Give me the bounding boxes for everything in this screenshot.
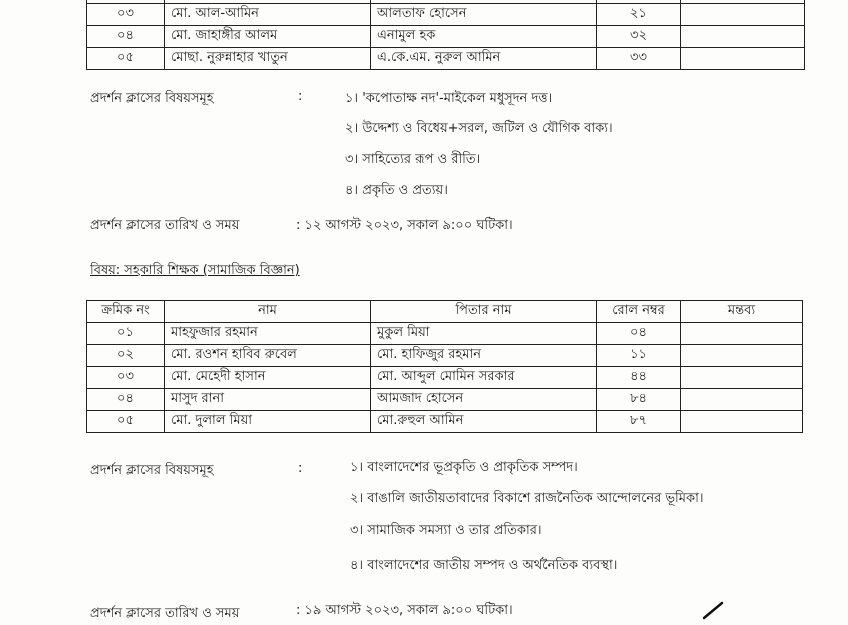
table-row	[87, 4, 805, 26]
serial-cell: ০৪	[87, 26, 165, 48]
header-father-name: পিতার নাম	[371, 301, 597, 323]
name-cell: মো. জাহাঙ্গীর আলম	[165, 26, 371, 48]
serial-cell: ০৫	[87, 411, 165, 433]
roll-cell: ২১	[597, 4, 681, 26]
roll-cell: ৩৩	[597, 48, 681, 70]
topic-item: ৩। সামাজিক সমস্যা ও তার প্রতিকার।	[350, 523, 542, 538]
name-cell: মো. রওশন হাবিব রুবেল	[165, 345, 371, 367]
roll-cell: ৪৪	[597, 367, 681, 389]
topic-item: ১। বাংলাদেশের ভূপ্রকৃতি ও প্রাকৃতিক সম্পদ।	[350, 460, 578, 475]
topic-item: ৪। প্রকৃতি ও প্রত্যয়।	[345, 183, 448, 198]
topics-colon: :	[298, 89, 303, 104]
remark-cell	[681, 323, 803, 345]
subject-heading: বিষয়: সহকারি শিক্ষক (সামাজিক বিজ্ঞান)	[90, 263, 300, 278]
remark-cell	[681, 4, 805, 26]
header-serial: ক্রমিক নং	[87, 301, 165, 323]
father-name-cell: মো. হাফিজুর রহমান	[371, 345, 597, 367]
name-cell: মোছা. নুরুন্নাহার খাতুন	[165, 48, 371, 70]
topic-item: ১। 'কপোতাক্ষ নদ'-মাইকেল মধুসূদন দত্ত।	[345, 91, 553, 106]
roll-cell: ৮৪	[597, 389, 681, 411]
roll-cell: ৩২	[597, 26, 681, 48]
topics-colon: :	[298, 461, 303, 476]
roll-cell: ১১	[597, 345, 681, 367]
header-remark: মন্তব্য	[681, 301, 803, 323]
table-row	[87, 389, 803, 411]
topic-item: ২। উদ্দেশ্য ও বিধেয়+সরল, জটিল ও যৌগিক বাক্য।	[345, 121, 613, 136]
table-row	[87, 323, 803, 345]
header-name: নাম	[165, 301, 371, 323]
serial-cell: ০৪	[87, 389, 165, 411]
father-name-cell: এনামুল হক	[371, 26, 597, 48]
name-cell: মো. আল-আমিন	[165, 4, 371, 26]
date-value: : ১২ আগস্ট ২০২৩, সকাল ৯:০০ ঘটিকা।	[296, 218, 513, 233]
father-name-cell: আমজাদ হোসেন	[371, 389, 597, 411]
topics-label: প্রদর্শন ক্লাসের বিষয়সমূহ	[90, 91, 214, 106]
remark-cell	[681, 26, 805, 48]
table-row	[87, 411, 803, 433]
header-roll: রোল নম্বর	[597, 301, 681, 323]
serial-cell: ০২	[87, 345, 165, 367]
roll-cell: ৮৭	[597, 411, 681, 433]
name-cell: মাহফুজার রহমান	[165, 323, 371, 345]
remark-cell	[681, 389, 803, 411]
remark-cell	[681, 48, 805, 70]
table-header-row	[87, 301, 803, 323]
father-name-cell: মুকুল মিয়া	[371, 323, 597, 345]
remark-cell	[681, 367, 803, 389]
candidates-table-bangla	[86, 0, 805, 70]
topics-label: প্রদর্শন ক্লাসের বিষয়সমূহ	[90, 463, 214, 478]
remark-cell	[681, 345, 803, 367]
date-value: : ১৯ আগস্ট ২০২৩, সকাল ৯:০০ ঘটিকা।	[296, 603, 513, 618]
topic-item: ৪। বাংলাদেশের জাতীয় সম্পদ ও অর্থনৈতিক ব্যবস্থা।	[350, 558, 618, 573]
candidates-table-social-science	[86, 300, 803, 433]
pen-mark-icon	[700, 600, 726, 620]
roll-cell: ০৪	[597, 323, 681, 345]
serial-cell: ০৩	[87, 367, 165, 389]
name-cell: মাসুদ রানা	[165, 389, 371, 411]
date-label: প্রদর্শন ক্লাসের তারিখ ও সময়	[90, 606, 240, 621]
date-label: প্রদর্শন ক্লাসের তারিখ ও সময়	[90, 218, 240, 233]
name-cell: মো. দুলাল মিয়া	[165, 411, 371, 433]
serial-cell: ০১	[87, 323, 165, 345]
topic-item: ২। বাঙালি জাতীয়তাবাদের বিকাশে রাজনৈতিক আন্দোলনের ভূমিকা।	[350, 491, 704, 506]
father-name-cell: মো. আব্দুল মোমিন সরকার	[371, 367, 597, 389]
serial-cell: ০৫	[87, 48, 165, 70]
serial-cell: ০৩	[87, 4, 165, 26]
father-name-cell: আলতাফ হোসেন	[371, 4, 597, 26]
table-row	[87, 367, 803, 389]
remark-cell	[681, 411, 803, 433]
topic-item: ৩। সাহিত্যের রূপ ও রীতি।	[345, 152, 481, 167]
table-row	[87, 345, 803, 367]
table-row	[87, 26, 805, 48]
father-name-cell: মো.রুহুল আমিন	[371, 411, 597, 433]
table-row	[87, 48, 805, 70]
name-cell: মো. মেহেদী হাসান	[165, 367, 371, 389]
father-name-cell: এ.কে.এম. নুরুল আমিন	[371, 48, 597, 70]
